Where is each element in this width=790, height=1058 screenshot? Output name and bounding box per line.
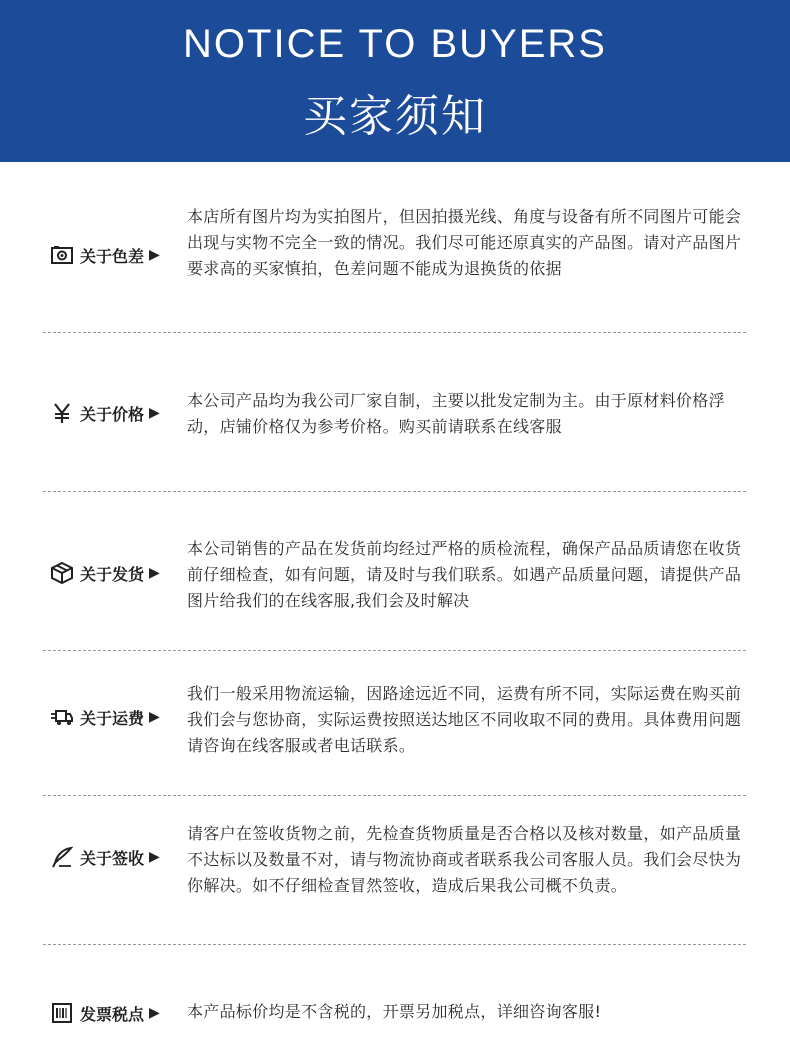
arrow-icon: ▶ <box>149 247 160 263</box>
arrow-icon: ▶ <box>149 405 160 421</box>
title-zh: 买家须知 <box>303 91 487 142</box>
section-text-freight: 我们一般采用物流运输，因路途远近不同，运费有所不同，实际运费在购买前我们会与您协商，实际运费按照送达地区不同收取不同的费用。具体费用问题请咨询在线客服或者电话联系。 <box>187 684 742 755</box>
label-text: 关于发货 <box>80 564 145 584</box>
label-signing <box>50 845 180 869</box>
arrow-icon: ▶ <box>149 565 160 581</box>
label-text: 发票税点 <box>80 1004 145 1024</box>
divider <box>43 795 746 796</box>
label-text: 关于运费 <box>80 708 145 728</box>
label-text: 关于色差 <box>80 246 145 266</box>
header-banner <box>0 0 790 162</box>
truck-icon <box>50 705 74 729</box>
section-text-price: 本公司产品均为我公司厂家自制，主要以批发定制为主。由于原材料价格浮动，店铺价格仅为参考价格。购买前请联系在线客服 <box>187 391 725 436</box>
label-invoice <box>50 1001 180 1025</box>
divider <box>43 944 746 945</box>
arrow-icon: ▶ <box>149 849 160 865</box>
label-price <box>50 401 180 425</box>
pen-icon <box>50 845 74 869</box>
arrow-icon: ▶ <box>149 709 160 725</box>
label-text: 关于价格 <box>80 404 145 424</box>
label-shipping <box>50 561 180 585</box>
yen-icon <box>50 401 74 425</box>
divider <box>43 332 746 333</box>
label-freight <box>50 705 180 729</box>
divider <box>43 491 746 492</box>
section-text-color: 本店所有图片均为实拍图片，但因拍摄光线、角度与设备有所不同图片可能会出现与实物不完全一致的情况。我们尽可能还原真实的产品图。请对产品图片要求高的买家慎拍，色差问题不能成为退换货的依据 <box>187 207 742 278</box>
package-icon <box>50 561 74 585</box>
label-color-difference <box>50 243 180 267</box>
section-text-shipping: 本公司销售的产品在发货前均经过严格的质检流程，确保产品品质请您在收货前仔细检查，如有问题，请及时与我们联系。如遇产品质量问题，请提供产品图片给我们的在线客服,我们会及时解决 <box>187 539 742 610</box>
section-text-invoice: 本产品标价均是不含税的，开票另加税点，详细咨询客服! <box>187 1002 602 1021</box>
title-en: NOTICE TO BUYERS <box>183 22 607 66</box>
arrow-icon: ▶ <box>149 1005 160 1021</box>
section-text-signing: 请客户在签收货物之前，先检查货物质量是否合格以及核对数量，如产品质量不达标以及数量不对，请与物流协商或者联系我公司客服人员。我们会尽快为你解决。如不仔细检查冒然签收，造成后果我公司概不负责。 <box>187 824 742 895</box>
camera-icon <box>50 243 74 267</box>
label-text: 关于签收 <box>80 848 145 868</box>
invoice-icon <box>50 1001 74 1025</box>
divider <box>43 650 746 651</box>
